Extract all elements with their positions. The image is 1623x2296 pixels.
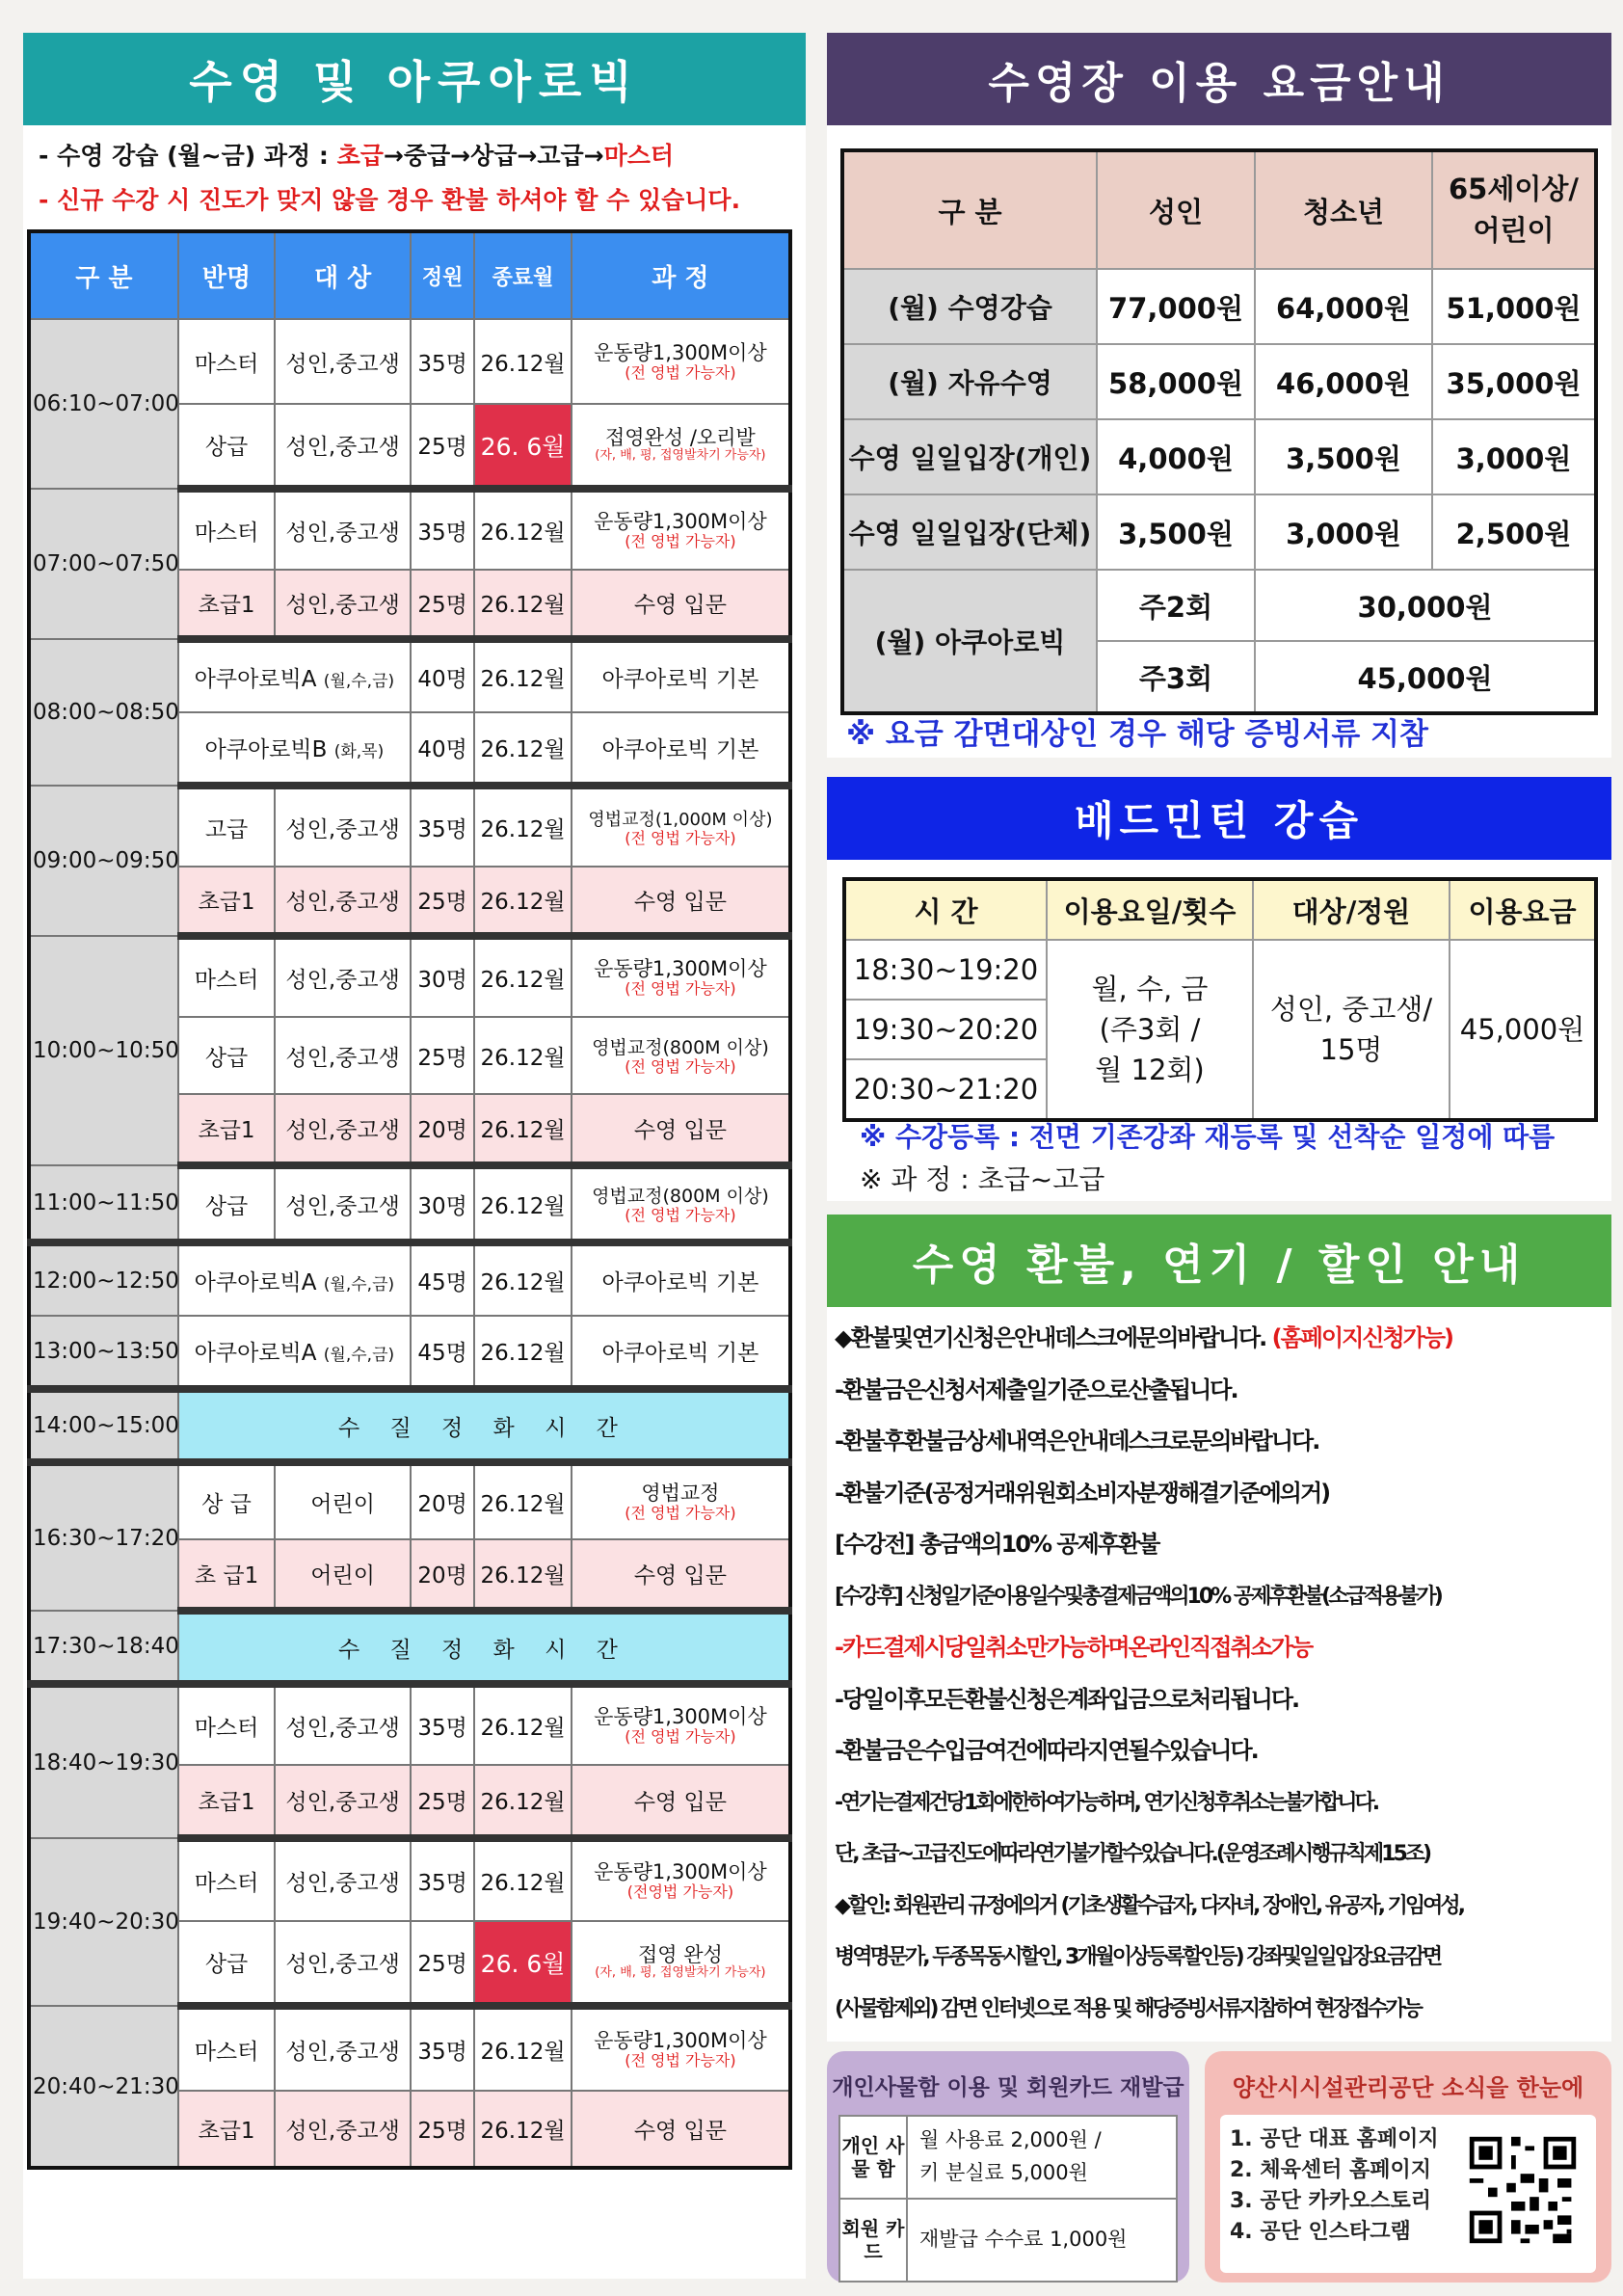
time-cell: 20:40~21:30: [29, 2006, 178, 2168]
target-cell: 성인,중고생: [275, 786, 411, 867]
refund-line: -카드결제시당일취소만가능하며온라인직접취소가능: [835, 1634, 1313, 1661]
capacity-cell: 40명: [411, 712, 474, 786]
course-cell: 운동량1,300M이상 (전 영법 가능자): [572, 2006, 790, 2091]
class-cell: 마스터: [178, 489, 276, 570]
member-card-value: 재발급 수수료 1,000원: [907, 2199, 1177, 2282]
bad-header-target: 대상/정원: [1253, 879, 1450, 940]
class-cell: 초급1: [178, 1094, 276, 1165]
aqua-price: 45,000원: [1255, 641, 1596, 713]
fee-youth: 3,500원: [1255, 419, 1432, 494]
class-cell: 마스터: [178, 319, 276, 404]
bad-time: 18:30~19:20: [844, 940, 1047, 1000]
course-cell: 운동량1,300M이상 (전 영법 가능자): [572, 936, 790, 1017]
table-row: [29, 786, 790, 867]
news-link-kakaostory[interactable]: 3. 공단 카카오스토리: [1230, 2189, 1431, 2213]
course-cell: 영법교정(800M 이상) (전 영법 가능자): [572, 1017, 790, 1094]
course-progression-note: - 수영 강습 (월~금) 과정 : 초급→중급→상급→고급→마스터: [39, 142, 675, 170]
course-cell: 아쿠아로빅 기본: [572, 712, 790, 786]
member-card-head: 회원 카드: [839, 2199, 907, 2282]
pool-fee-title: 수영장 이용 요금안내: [827, 33, 1611, 125]
time-cell: 10:00~10:50: [29, 936, 178, 1165]
course-cell: 접영 완성 (자, 배, 평, 접영발차기 가능자): [572, 1921, 790, 2006]
table-row: [29, 1684, 790, 1765]
capacity-cell: 40명: [411, 639, 474, 712]
fee-adult: 4,000원: [1097, 419, 1255, 494]
fee-header-adult: 성인: [1097, 150, 1255, 269]
course-cell: 수영 입문: [572, 1765, 790, 1838]
fee-youth: 3,000원: [1255, 494, 1432, 570]
time-cell: 18:40~19:30: [29, 1684, 178, 1838]
target-cell: 성인,중고생: [275, 1684, 411, 1765]
class-cell: 상 급: [178, 1462, 276, 1539]
target-cell: 성인,중고생: [275, 2006, 411, 2091]
badminton-table: [842, 877, 1598, 1122]
time-cell: 14:00~15:00: [29, 1389, 178, 1462]
fee-label: 수영 일일입장(단체): [842, 494, 1097, 570]
capacity-cell: 25명: [411, 867, 474, 936]
aqua-price: 30,000원: [1255, 570, 1596, 641]
bad-header-days: 이용요일/횟수: [1047, 879, 1253, 940]
target-cell: 어린이: [275, 1539, 411, 1611]
course-cell: 아쿠아로빅 기본: [572, 1242, 790, 1316]
target-cell: 성인,중고생: [275, 1017, 411, 1094]
header-target: 대 상: [275, 231, 411, 319]
target-cell: 성인,중고생: [275, 867, 411, 936]
refund-line: -환불후환불금상세내역은안내데스크로문의바랍니다.: [835, 1428, 1319, 1455]
target-cell: 성인,중고생: [275, 936, 411, 1017]
target-cell: 성인,중고생: [275, 404, 411, 489]
class-cell: 상급: [178, 1165, 276, 1242]
capacity-cell: 25명: [411, 1765, 474, 1838]
capacity-cell: 25명: [411, 2091, 474, 2168]
class-cell: 마스터: [178, 2006, 276, 2091]
refund-line: ◆할인: 회원관리 규정에의거 (기초생활수급자, 다자녀, 장애인, 유공자, 기임여성,: [835, 1893, 1463, 1918]
end-month-cell: 26.12월: [474, 867, 572, 936]
end-month-cell: 26.12월: [474, 786, 572, 867]
fee-row: [842, 570, 1596, 641]
capacity-cell: 20명: [411, 1539, 474, 1611]
refund-line: -환불금은신청서제출일기준으로산출됩니다.: [835, 1375, 1237, 1403]
class-cell: 아쿠아로빅A (월,수,금): [178, 1242, 411, 1316]
class-cell: 상급: [178, 1921, 276, 2006]
fee-header-youth: 청소년: [1255, 150, 1432, 269]
capacity-cell: 25명: [411, 1921, 474, 2006]
table-row: [29, 319, 790, 404]
end-month-cell: 26. 6월: [474, 1921, 572, 2006]
time-cell: 16:30~17:20: [29, 1462, 178, 1611]
target-cell: 성인,중고생: [275, 570, 411, 639]
pool-fee-table: [840, 148, 1598, 715]
course-cell: 수영 입문: [572, 570, 790, 639]
course-cell: 운동량1,300M이상 (전 영법 가능자): [572, 319, 790, 404]
badminton-header-row: [844, 879, 1596, 940]
time-cell: 19:40~20:30: [29, 1838, 178, 2006]
capacity-cell: 35명: [411, 1838, 474, 1921]
water-purification-cell: 수 질 정 화 시 간: [178, 1389, 790, 1462]
fee-row: [842, 494, 1596, 570]
locker-table: [838, 2115, 1178, 2283]
class-cell: 상급: [178, 1017, 276, 1094]
end-month-cell: 26.12월: [474, 1017, 572, 1094]
class-cell: 아쿠아로빅A (월,수,금): [178, 639, 411, 712]
end-month-cell: 26.12월: [474, 1094, 572, 1165]
fee-label: (월) 아쿠아로빅: [842, 570, 1097, 713]
capacity-cell: 35명: [411, 2006, 474, 2091]
refund-warning-note: - 신규 수강 시 진도가 맞지 않을 경우 환불 하셔야 할 수 있습니다.: [39, 186, 741, 214]
capacity-cell: 35명: [411, 489, 474, 570]
capacity-cell: 25명: [411, 1017, 474, 1094]
end-month-cell: 26.12월: [474, 712, 572, 786]
swim-schedule-table: [27, 229, 792, 2170]
fee-youth: 46,000원: [1255, 344, 1432, 419]
qr-code-icon[interactable]: [1465, 2132, 1581, 2248]
refund-text: [835, 1313, 1606, 2035]
course-cell: 영법교정(800M 이상) (전 영법 가능자): [572, 1165, 790, 1242]
fee-discount-note: ※ 요금 감면대상인 경우 해당 증빙서류 지참: [846, 717, 1428, 752]
capacity-cell: 45명: [411, 1316, 474, 1389]
refund-line: -환불기준(공정거래위원회소비자분쟁해결기준에의거): [835, 1479, 1330, 1507]
fee-senior: 51,000원: [1432, 269, 1596, 344]
fee-adult: 3,500원: [1097, 494, 1255, 570]
table-row: [29, 1611, 790, 1684]
refund-title: 수영 환불, 연기 / 할인 안내: [827, 1215, 1611, 1307]
target-cell: 성인,중고생: [275, 319, 411, 404]
class-cell: 고급: [178, 786, 276, 867]
course-cell: 접영완성 /오리발 (자, 배, 평, 접영발차기 가능자): [572, 404, 790, 489]
class-cell: 아쿠아로빅A (월,수,금): [178, 1316, 411, 1389]
fee-header-row: [842, 150, 1596, 269]
course-cell: 운동량1,300M이상 (전 영법 가능자): [572, 1684, 790, 1765]
class-cell: 마스터: [178, 1684, 276, 1765]
end-month-cell: 26.12월: [474, 1684, 572, 1765]
swim-aqua-title: 수영 및 아쿠아로빅: [23, 33, 806, 125]
time-cell: 13:00~13:50: [29, 1316, 178, 1389]
capacity-cell: 20명: [411, 1462, 474, 1539]
table-row: [29, 2006, 790, 2091]
refund-line: 병역명문가, 두종목동시할인, 3개월이상등록할인등) 강좌및일일입장요금감면: [835, 1945, 1441, 1969]
refund-line: -환불금은수입금여건에따라지연될수있습니다.: [835, 1737, 1258, 1764]
bad-days: 월, 수, 금 (주3회 / 월 12회): [1047, 940, 1253, 1120]
fee-row: [842, 419, 1596, 494]
class-cell: 초 급1: [178, 1539, 276, 1611]
course-cell: 수영 입문: [572, 2091, 790, 2168]
refund-line: ◆환불및연기신청은안내데스크에문의바랍니다. (홈페이지신청가능): [835, 1324, 1453, 1351]
bad-target: 성인, 중고생/ 15명: [1253, 940, 1450, 1120]
target-cell: 성인,중고생: [275, 489, 411, 570]
end-month-cell: 26.12월: [474, 1165, 572, 1242]
target-cell: 성인,중고생: [275, 1838, 411, 1921]
refund-line: -당일이후모든환불신청은계좌입금으로처리됩니다.: [835, 1685, 1299, 1713]
end-month-cell: 26.12월: [474, 1838, 572, 1921]
fee-senior: 3,000원: [1432, 419, 1596, 494]
course-cell: 아쿠아로빅 기본: [572, 639, 790, 712]
news-link-homepage[interactable]: 1. 공단 대표 홈페이지: [1230, 2127, 1439, 2151]
news-link-sports-center[interactable]: 2. 체육센터 홈페이지: [1230, 2158, 1431, 2182]
end-month-cell: 26.12월: [474, 1539, 572, 1611]
course-cell: 수영 입문: [572, 867, 790, 936]
course-cell: 아쿠아로빅 기본: [572, 1316, 790, 1389]
fee-label: (월) 수영강습: [842, 269, 1097, 344]
aqua-freq: 주2회: [1097, 570, 1255, 641]
time-cell: 06:10~07:00: [29, 319, 178, 489]
end-month-cell: 26.12월: [474, 2091, 572, 2168]
target-cell: 성인,중고생: [275, 1165, 411, 1242]
fee-adult: 77,000원: [1097, 269, 1255, 344]
fee-row: [842, 344, 1596, 419]
aqua-freq: 주3회: [1097, 641, 1255, 713]
time-cell: 09:00~09:50: [29, 786, 178, 936]
class-cell: 초급1: [178, 867, 276, 936]
fee-senior: 2,500원: [1432, 494, 1596, 570]
capacity-cell: 35명: [411, 319, 474, 404]
locker-head: 개인 사물 함: [839, 2116, 907, 2199]
target-cell: 성인,중고생: [275, 1094, 411, 1165]
class-cell: 초급1: [178, 1765, 276, 1838]
target-cell: 성인,중고생: [275, 2091, 411, 2168]
class-cell: 초급1: [178, 570, 276, 639]
end-month-cell: 26.12월: [474, 489, 572, 570]
table-row: [29, 1316, 790, 1389]
schedule-header-row: [29, 231, 790, 319]
bad-header-time: 시 간: [844, 879, 1047, 940]
table-row: [29, 1838, 790, 1921]
capacity-cell: 35명: [411, 786, 474, 867]
fee-header-senior: 65세이상/ 어린이: [1432, 150, 1596, 269]
class-cell: 아쿠아로빅B (화,목): [178, 712, 411, 786]
locker-row: [839, 2199, 1177, 2282]
table-row: [29, 1242, 790, 1316]
table-row: [29, 1165, 790, 1242]
capacity-cell: 25명: [411, 570, 474, 639]
course-cell: 영법교정(1,000M 이상) (전 영법 가능자): [572, 786, 790, 867]
fee-youth: 64,000원: [1255, 269, 1432, 344]
course-cell: 수영 입문: [572, 1094, 790, 1165]
table-row: [29, 936, 790, 1017]
end-month-cell: 26.12월: [474, 639, 572, 712]
end-month-cell: 26.12월: [474, 1316, 572, 1389]
table-row: [29, 1389, 790, 1462]
refund-line: [수강전] 총금액의10% 공제후환불: [835, 1531, 1159, 1558]
capacity-cell: 30명: [411, 936, 474, 1017]
time-cell: 07:00~07:50: [29, 489, 178, 639]
news-link-instagram[interactable]: 4. 공단 인스타그램: [1230, 2220, 1411, 2244]
time-cell: 11:00~11:50: [29, 1165, 178, 1242]
class-cell: 마스터: [178, 1838, 276, 1921]
end-month-cell: 26.12월: [474, 1462, 572, 1539]
table-row: [29, 639, 790, 712]
refund-line: [수강후] 신청일기준이용일수및총결제금액의10% 공제후환불(소급적용불가): [835, 1584, 1441, 1609]
header-class: 반명: [178, 231, 276, 319]
fee-row: [842, 269, 1596, 344]
time-cell: 08:00~08:50: [29, 639, 178, 786]
target-cell: 성인,중고생: [275, 1921, 411, 2006]
fee-label: (월) 자유수영: [842, 344, 1097, 419]
target-cell: 어린이: [275, 1462, 411, 1539]
fee-adult: 58,000원: [1097, 344, 1255, 419]
end-month-cell: 26.12월: [474, 2006, 572, 2091]
bad-price: 45,000원: [1450, 940, 1596, 1120]
end-month-cell: 26.12월: [474, 936, 572, 1017]
badminton-course-note: ※ 과 정 : 초급~고급: [860, 1163, 1105, 1195]
end-month-cell: 26. 6월: [474, 404, 572, 489]
course-cell: 운동량1,300M이상 (전영법 가능자): [572, 1838, 790, 1921]
refund-line: (사물함제외) 감면 인터넷으로 적용 및 해당증빙서류지참하여 현장접수가능: [835, 1996, 1421, 2021]
badminton-row: [844, 940, 1596, 1000]
end-month-cell: 26.12월: [474, 319, 572, 404]
bad-time: 19:30~20:20: [844, 1000, 1047, 1059]
news-title: 양산시시설관리공단 소식을 한눈에: [1232, 2073, 1584, 2101]
end-month-cell: 26.12월: [474, 1765, 572, 1838]
header-course: 과 정: [572, 231, 790, 319]
header-time: 구 분: [29, 231, 178, 319]
fee-senior: 35,000원: [1432, 344, 1596, 419]
capacity-cell: 20명: [411, 1094, 474, 1165]
bad-header-price: 이용요금: [1450, 879, 1596, 940]
target-cell: 성인,중고생: [275, 1765, 411, 1838]
header-capacity: 정원: [411, 231, 474, 319]
table-row: [29, 1462, 790, 1539]
fee-header-category: 구 분: [842, 150, 1097, 269]
capacity-cell: 45명: [411, 1242, 474, 1316]
water-purification-cell: 수 질 정 화 시 간: [178, 1611, 790, 1684]
class-cell: 초급1: [178, 2091, 276, 2168]
bad-time: 20:30~21:20: [844, 1059, 1047, 1120]
course-cell: 영법교정 (전 영법 가능자): [572, 1462, 790, 1539]
badminton-title: 배드민턴 강습: [827, 777, 1611, 860]
course-cell: 수영 입문: [572, 1539, 790, 1611]
badminton-registration-note: ※ 수강등록 : 전면 기존강좌 재등록 및 선착순 일정에 따름: [860, 1121, 1556, 1153]
class-cell: 마스터: [178, 936, 276, 1017]
locker-title: 개인사물함 이용 및 회원카드 재발급: [832, 2074, 1184, 2100]
capacity-cell: 25명: [411, 404, 474, 489]
fee-label: 수영 일일입장(개인): [842, 419, 1097, 494]
end-month-cell: 26.12월: [474, 570, 572, 639]
locker-row: [839, 2116, 1177, 2199]
course-cell: 운동량1,300M이상 (전 영법 가능자): [572, 489, 790, 570]
time-cell: 12:00~12:50: [29, 1242, 178, 1316]
refund-line: -연기는결제건당1회에한하여가능하며, 연기신청후취소는불가합니다.: [835, 1790, 1378, 1815]
end-month-cell: 26.12월: [474, 1242, 572, 1316]
table-row: [29, 489, 790, 570]
locker-value: 월 사용료 2,000원 / 키 분실료 5,000원: [907, 2116, 1177, 2199]
time-cell: 17:30~18:40: [29, 1611, 178, 1684]
class-cell: 상급: [178, 404, 276, 489]
capacity-cell: 35명: [411, 1684, 474, 1765]
news-list: [1230, 2124, 1439, 2248]
capacity-cell: 30명: [411, 1165, 474, 1242]
refund-line: 단, 초급~고급진도에따라연기불가할수있습니다.(운영조례시행규칙제15조): [835, 1842, 1430, 1866]
header-end-month: 종료월: [474, 231, 572, 319]
